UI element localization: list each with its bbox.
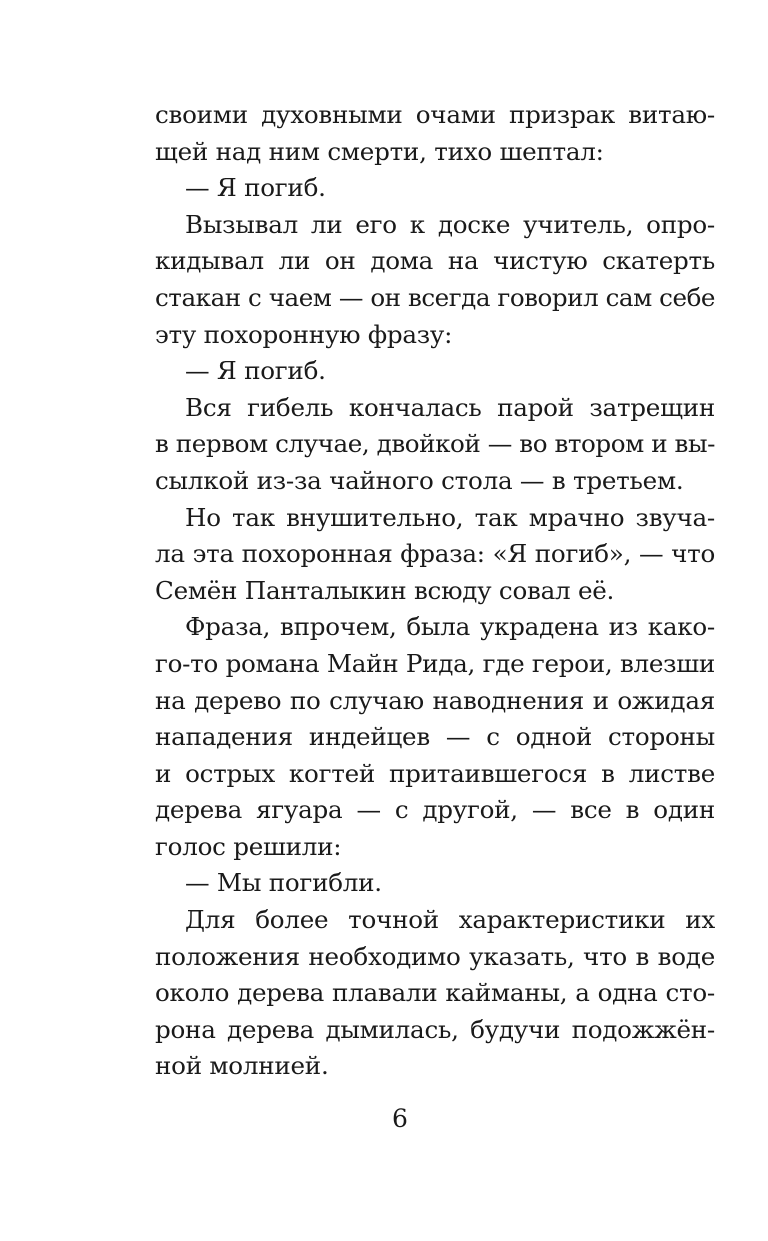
paragraph [125,902,715,1085]
paragraph [125,500,715,610]
text-line: го-то романа Майн Рида, где герои, влезши [155,648,715,678]
text-line: положения необходимо указать, что в воде [155,941,715,971]
text-line: — Я погиб. [185,356,326,386]
text-line: около дерева плавали кайманы, а одна сто- [155,978,715,1008]
text-line: рона дерева дымилась, будучи подожжён- [155,1014,715,1044]
paragraph [125,97,715,170]
text-line: Но так внушительно, так мрачно звуча- [185,502,715,532]
text-line: сылкой из-за чайного стола — в третьем. [155,465,684,495]
text-line: щей над ним смерти, тихо шептал: [155,136,604,166]
text-line: ной молнией. [155,1051,329,1081]
paragraph [125,390,715,500]
text-line: стакан с чаем — он всегда говорил сам себе [155,282,715,312]
text-line: на дерево по случаю наводнения и ожидая [155,685,715,715]
text-line: — Мы погибли. [185,868,382,898]
text-line: в первом случае, двойкой — во втором и вы- [155,429,715,459]
text-line: кидывал ли он дома на чистую скатерть [155,246,715,276]
paragraph [125,353,685,390]
text-line: Для более точной характеристики их [185,905,715,935]
text-line: эту похоронную фразу: [155,319,453,349]
text-line: Вся гибель кончалась парой затрещин [185,392,715,422]
text-line: и острых когтей притаившегося в листве [155,758,715,788]
paragraph [125,207,715,353]
text-line: Вызывал ли его к доске учитель, опро- [185,209,715,239]
text-line: Семён Панталыкин всюду совал её. [155,575,615,605]
page-number: 6 [392,1104,408,1133]
body-text [125,97,715,1085]
paragraph [125,865,685,902]
text-line: Фраза, впрочем, была украдена из како- [185,612,715,642]
text-line: голос решили: [155,831,342,861]
text-line: дерева ягуара — с другой, — все в один [155,795,715,825]
text-line: ла эта похоронная фраза: «Я погиб», — что [155,539,715,569]
text-line: — Я погиб. [185,173,326,203]
text-line: нападения индейцев — с одной стороны [155,722,715,752]
paragraph [125,170,685,207]
paragraph [125,609,715,865]
text-line: своими духовными очами призрак витаю- [155,100,715,129]
